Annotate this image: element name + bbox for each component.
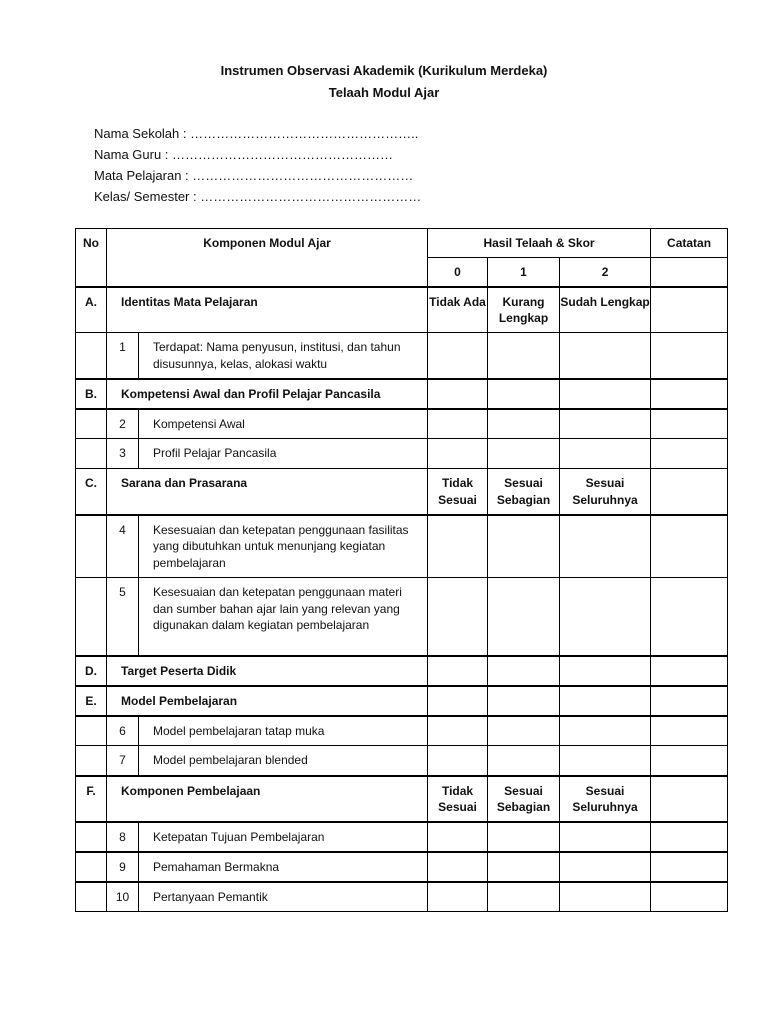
section-letter: E. xyxy=(76,686,107,716)
table-row xyxy=(76,439,728,469)
score-cell[interactable] xyxy=(560,882,651,912)
catatan-cell[interactable] xyxy=(651,287,728,333)
item-number: 3 xyxy=(107,439,139,469)
table-row xyxy=(76,515,728,578)
catatan-cell[interactable] xyxy=(651,469,728,515)
item-number: 5 xyxy=(107,578,139,656)
catatan-cell[interactable] xyxy=(651,439,728,469)
header-no: No xyxy=(76,229,107,287)
score-cell[interactable] xyxy=(428,822,488,852)
item-text: Model pembelajaran tatap muka xyxy=(139,716,428,746)
catatan-cell[interactable] xyxy=(651,822,728,852)
item-number: 7 xyxy=(107,746,139,776)
item-text: Terdapat: Nama penyusun, institusi, dan tahun disusunnya, kelas, alokasi waktu xyxy=(139,333,428,379)
score-cell[interactable] xyxy=(488,852,560,882)
score-cell[interactable] xyxy=(428,578,488,656)
score-cell[interactable] xyxy=(488,578,560,656)
header-komponen: Komponen Modul Ajar xyxy=(107,229,428,287)
score-cell[interactable] xyxy=(488,439,560,469)
info-mata-pelajaran: Mata Pelajaran : …………………………………………… xyxy=(94,168,414,183)
item-text: Kompetensi Awal xyxy=(139,409,428,439)
option-label: Sesuai Seluruhnya xyxy=(560,469,651,515)
score-cell[interactable] xyxy=(560,852,651,882)
header-score-1: 1 xyxy=(488,258,560,287)
section-row-d xyxy=(76,656,728,686)
section-title: Sarana dan Prasarana xyxy=(107,469,428,515)
table-body xyxy=(76,229,728,912)
item-text: Ketepatan Tujuan Pembelajaran xyxy=(139,822,428,852)
score-cell[interactable] xyxy=(428,439,488,469)
document-title: Instrumen Observasi Akademik (Kurikulum Merdeka) xyxy=(220,63,548,78)
catatan-cell[interactable] xyxy=(651,333,728,379)
option-label: Sesuai Seluruhnya xyxy=(560,776,651,822)
section-title: Komponen Pembelajaan xyxy=(107,776,428,822)
item-text: Pertanyaan Pemantik xyxy=(139,882,428,912)
table-row xyxy=(76,852,728,882)
score-cell[interactable] xyxy=(560,746,651,776)
option-label: Sesuai Sebagian xyxy=(488,776,560,822)
option-label: Tidak Sesuai xyxy=(428,469,488,515)
item-number: 10 xyxy=(107,882,139,912)
catatan-cell[interactable] xyxy=(651,515,728,578)
header-score-2: 2 xyxy=(560,258,651,287)
score-cell[interactable] xyxy=(428,746,488,776)
option-label: Kurang Lengkap xyxy=(488,287,560,333)
score-cell[interactable] xyxy=(488,822,560,852)
section-letter: F. xyxy=(76,776,107,822)
table-row xyxy=(76,409,728,439)
score-cell[interactable] xyxy=(560,822,651,852)
item-text: Kesesuaian dan ketepatan penggunaan fasilitas yang dibutuhkan untuk menunjang kegiatan pembelajaran xyxy=(139,515,428,578)
table-row xyxy=(76,822,728,852)
score-cell[interactable] xyxy=(488,882,560,912)
score-cell[interactable] xyxy=(560,716,651,746)
score-cell[interactable] xyxy=(560,409,651,439)
option-label: Tidak Sesuai xyxy=(428,776,488,822)
section-row-f xyxy=(76,776,728,822)
section-title: Model Pembelajaran xyxy=(107,686,428,716)
score-cell[interactable] xyxy=(428,515,488,578)
section-letter: B. xyxy=(76,379,107,409)
score-cell[interactable] xyxy=(428,716,488,746)
catatan-cell[interactable] xyxy=(651,746,728,776)
item-number: 6 xyxy=(107,716,139,746)
section-title: Identitas Mata Pelajaran xyxy=(107,287,428,333)
catatan-cell[interactable] xyxy=(651,852,728,882)
item-text: Pemahaman Bermakna xyxy=(139,852,428,882)
section-letter: A. xyxy=(76,287,107,333)
info-kelas-semester: Kelas/ Semester : …………………………………………… xyxy=(94,189,422,204)
score-cell[interactable] xyxy=(488,716,560,746)
table-row xyxy=(76,578,728,656)
score-cell[interactable] xyxy=(560,333,651,379)
table-row xyxy=(76,716,728,746)
score-cell[interactable] xyxy=(428,409,488,439)
catatan-cell[interactable] xyxy=(651,409,728,439)
table-row xyxy=(76,333,728,379)
section-letter: C. xyxy=(76,469,107,515)
option-label: Sesuai Sebagian xyxy=(488,469,560,515)
header-catatan: Catatan xyxy=(651,229,728,258)
item-number: 9 xyxy=(107,852,139,882)
info-nama-guru: Nama Guru : …………………………………………… xyxy=(94,147,394,162)
item-text: Model pembelajaran blended xyxy=(139,746,428,776)
score-cell[interactable] xyxy=(560,578,651,656)
option-label: Sudah Lengkap xyxy=(560,287,651,333)
score-cell[interactable] xyxy=(428,333,488,379)
score-cell[interactable] xyxy=(488,515,560,578)
table-row xyxy=(76,746,728,776)
option-label: Tidak Ada xyxy=(428,287,488,333)
score-cell[interactable] xyxy=(428,852,488,882)
item-number: 2 xyxy=(107,409,139,439)
header-catatan-blank xyxy=(651,258,728,287)
item-number: 4 xyxy=(107,515,139,578)
item-number: 1 xyxy=(107,333,139,379)
catatan-cell[interactable] xyxy=(651,776,728,822)
header-hasil-telaah: Hasil Telaah & Skor xyxy=(428,229,651,258)
item-number: 8 xyxy=(107,822,139,852)
score-cell[interactable] xyxy=(428,882,488,912)
score-cell[interactable] xyxy=(560,515,651,578)
document-subtitle: Telaah Modul Ajar xyxy=(328,85,440,100)
info-nama-sekolah: Nama Sekolah : …………………………………………….. xyxy=(94,126,419,141)
score-cell[interactable] xyxy=(488,333,560,379)
section-letter: D. xyxy=(76,656,107,686)
section-row-e xyxy=(76,686,728,716)
section-row-b xyxy=(76,379,728,409)
score-cell[interactable] xyxy=(560,439,651,469)
section-title: Kompetensi Awal dan Profil Pelajar Pancasila xyxy=(107,379,428,409)
table-row xyxy=(76,882,728,912)
item-text: Profil Pelajar Pancasila xyxy=(139,439,428,469)
section-row-c xyxy=(76,469,728,515)
section-row-a xyxy=(76,287,728,333)
score-cell[interactable] xyxy=(488,746,560,776)
catatan-cell[interactable] xyxy=(651,882,728,912)
section-title: Target Peserta Didik xyxy=(107,656,428,686)
header-score-0: 0 xyxy=(428,258,488,287)
item-text: Kesesuaian dan ketepatan penggunaan materi dan sumber bahan ajar lain yang relevan yang digunakan dalam kegiatan pembelajaran xyxy=(139,578,428,656)
catatan-cell[interactable] xyxy=(651,716,728,746)
catatan-cell[interactable] xyxy=(651,578,728,656)
score-cell[interactable] xyxy=(488,409,560,439)
observation-table xyxy=(75,228,728,912)
